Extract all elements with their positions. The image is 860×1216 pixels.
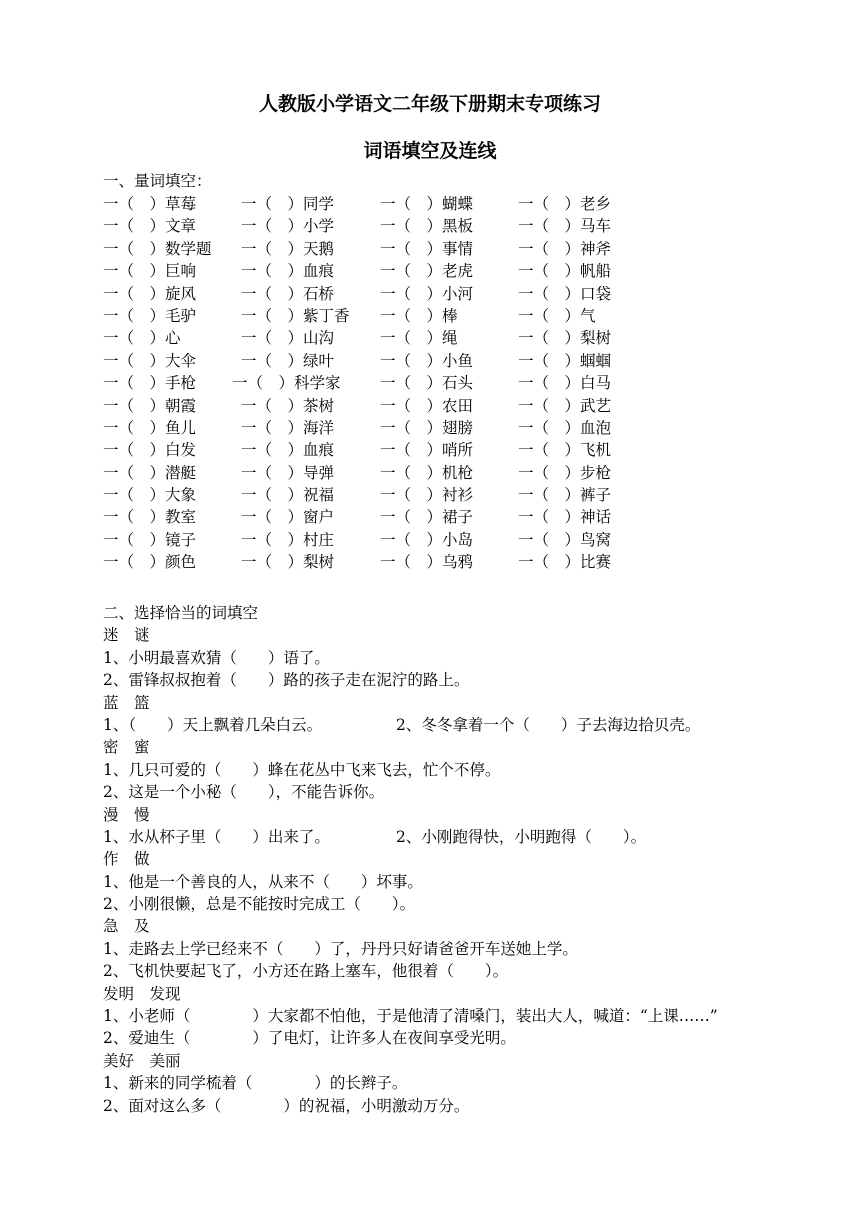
word-pair: 发明 发现 bbox=[103, 984, 181, 1003]
sentence-line bbox=[103, 714, 803, 736]
fill-blank-item: 一（ ）茶树 bbox=[241, 396, 335, 415]
word-pair: 迷 谜 bbox=[103, 626, 150, 645]
sentence: 2、雷锋叔叔抱着（ ）路的孩子走在泥泞的路上。 bbox=[103, 671, 470, 690]
section2 bbox=[103, 602, 803, 1117]
fill-blank-item: 一（ ）毛驴 bbox=[103, 306, 197, 325]
fill-blank-item: 一（ ）棒 bbox=[380, 306, 458, 325]
fill-blank-item: 一（ ）乌鸦 bbox=[380, 553, 474, 572]
fill-blank-item: 一（ ）白发 bbox=[103, 441, 197, 460]
word-pair: 美好 美丽 bbox=[103, 1051, 181, 1070]
fill-blank-item: 一（ ）比赛 bbox=[518, 553, 612, 572]
sentence: 2、小刚很懒，总是不能按时完成工（ ）。 bbox=[103, 895, 416, 914]
fill-blank-item: 一（ ）海洋 bbox=[241, 418, 335, 437]
sentence: 1、他是一个善良的人，从来不（ ）坏事。 bbox=[103, 872, 423, 891]
fill-blank-item: 一（ ）文章 bbox=[103, 217, 197, 236]
fill-blank-item: 一（ ）科学家 bbox=[232, 374, 341, 393]
sentence: 1、小明最喜欢猜（ ）语了。 bbox=[103, 648, 330, 667]
sentence-line bbox=[103, 1095, 803, 1117]
fill-blank-item: 一（ ）鸟窝 bbox=[518, 530, 612, 549]
fill-blank-item: 一（ ）血泡 bbox=[518, 418, 612, 437]
fill-blank-item: 一（ ）帆船 bbox=[518, 262, 612, 281]
word-pair: 急 及 bbox=[103, 917, 150, 936]
word-choice-groups bbox=[103, 624, 803, 1117]
word-pair: 蓝 篮 bbox=[103, 693, 150, 712]
fill-blank-item: 一（ ）紫丁香 bbox=[241, 306, 350, 325]
fill-blank-item: 一（ ）神斧 bbox=[518, 239, 612, 258]
word-pair: 漫 慢 bbox=[103, 805, 150, 824]
fill-blank-item: 一（ ）口袋 bbox=[518, 284, 612, 303]
fill-blank-item: 一（ ）巨响 bbox=[103, 262, 197, 281]
fill-blank-item: 一（ ）大伞 bbox=[103, 351, 197, 370]
fill-blank-item: 一（ ）心 bbox=[103, 329, 181, 348]
sentence: 2、这是一个小秘（ ），不能告诉你。 bbox=[103, 783, 385, 802]
page-subtitle: 词语填空及连线 bbox=[363, 140, 497, 162]
fill-blank-item: 一（ ）镜子 bbox=[103, 530, 197, 549]
fill-blank-item: 一（ ）鱼儿 bbox=[103, 418, 197, 437]
fill-blank-item: 一（ ）老乡 bbox=[518, 195, 612, 213]
fill-blank-item: 一（ ）裙子 bbox=[380, 508, 474, 527]
fill-blank-item: 一（ ）小鱼 bbox=[380, 351, 474, 370]
fill-blank-item: 一（ ）同学 bbox=[241, 195, 335, 213]
fill-blank-item: 一（ ）草莓 bbox=[103, 195, 197, 213]
word-pair: 密 蜜 bbox=[103, 738, 150, 757]
section2-heading: 二、选择恰当的词填空 bbox=[103, 604, 259, 622]
fill-blank-item: 一（ ）哨所 bbox=[380, 441, 474, 460]
sentence: 1、走路去上学已经来不（ ）了，丹丹只好请爸爸开车送她上学。 bbox=[103, 939, 578, 958]
fill-blank-item: 一（ ）气 bbox=[518, 306, 596, 325]
fill-blank-item: 一（ ）马车 bbox=[518, 217, 612, 236]
sentence: 2、飞机快要起飞了，小方还在路上塞车，他很着（ ）。 bbox=[103, 962, 509, 981]
fill-blank-item: 一（ ）步枪 bbox=[518, 463, 612, 482]
fill-blank-item: 一（ ）武艺 bbox=[518, 396, 612, 415]
fill-blank-item: 一（ ）翅膀 bbox=[380, 418, 474, 437]
sentence-line bbox=[103, 871, 803, 893]
fill-blank-item: 一（ ）石头 bbox=[380, 374, 474, 393]
sentence-line bbox=[103, 893, 803, 915]
fill-blank-item: 一（ ）大象 bbox=[103, 486, 197, 505]
fill-blank-item: 一（ ）蝴蝶 bbox=[380, 195, 474, 213]
fill-blank-item: 一（ ）祝福 bbox=[241, 486, 335, 505]
fill-blank-item: 一（ ）事情 bbox=[380, 239, 474, 258]
sentence-line bbox=[103, 1005, 803, 1027]
fill-blank-item: 一（ ）小学 bbox=[241, 217, 335, 236]
sentence: 1、几只可爱的（ ）蜂在花丛中飞来飞去，忙个不停。 bbox=[103, 760, 501, 779]
fill-blank-item: 一（ ）老虎 bbox=[380, 262, 474, 281]
fill-blank-item: 一（ ）飞机 bbox=[518, 441, 612, 460]
fill-blank-item: 一（ ）绿叶 bbox=[241, 351, 335, 370]
sentence-line bbox=[103, 960, 803, 982]
fill-blank-item: 一（ ）蝈蝈 bbox=[518, 351, 612, 370]
word-pair: 作 做 bbox=[103, 850, 150, 869]
fill-blank-item: 一（ ）衬衫 bbox=[380, 486, 474, 505]
fill-blank-item: 一（ ）黑板 bbox=[380, 217, 474, 236]
fill-blank-item: 一（ ）梨树 bbox=[518, 329, 612, 348]
sentence: 1、小老师（ ）大家都不怕他，于是他清了清嗓门，装出大人，喊道：“上课……” bbox=[103, 1007, 718, 1026]
fill-blank-item: 一（ ）小岛 bbox=[380, 530, 474, 549]
sentence-line bbox=[103, 938, 803, 960]
fill-blank-item: 一（ ）旋风 bbox=[103, 284, 197, 303]
sentence-line bbox=[103, 759, 803, 781]
sentence: 1、新来的同学梳着（ ）的长辫子。 bbox=[103, 1074, 408, 1093]
fill-blank-item: 一（ ）窗户 bbox=[241, 508, 335, 527]
fill-blank-item: 一（ ）数学题 bbox=[103, 239, 212, 258]
fill-blank-item: 一（ ）神话 bbox=[518, 508, 612, 527]
fill-blank-item: 一（ ）血痕 bbox=[241, 441, 335, 460]
fill-blank-item: 一（ ）血痕 bbox=[241, 262, 335, 281]
fill-blank-item: 一（ ）手枪 bbox=[103, 374, 197, 393]
fill-blank-item: 一（ ）颜色 bbox=[103, 553, 197, 572]
sentence-line bbox=[103, 781, 803, 803]
page-title: 人教版小学语文二年级下册期末专项练习 bbox=[258, 93, 601, 115]
sentence-line bbox=[103, 1027, 803, 1049]
sentence-line bbox=[103, 647, 803, 669]
sentence-line bbox=[103, 669, 803, 691]
sentence: 2、面对这么多（ ）的祝福，小明激动万分。 bbox=[103, 1096, 470, 1115]
fill-blank-item: 一（ ）天鹅 bbox=[241, 239, 335, 258]
sentence-line bbox=[103, 1072, 803, 1094]
sentence: 2、小刚跑得快，小明跑得（ ）。 bbox=[396, 827, 647, 846]
sentence-line bbox=[103, 826, 803, 848]
fill-blank-item: 一（ ）村庄 bbox=[241, 530, 335, 549]
sentence: 2、爱迪生（ ）了电灯，让许多人在夜间享受光明。 bbox=[103, 1029, 516, 1048]
fill-blank-item: 一（ ）小河 bbox=[380, 284, 474, 303]
fill-blank-item: 一（ ）农田 bbox=[380, 396, 474, 415]
fill-blank-item: 一（ ）导弹 bbox=[241, 463, 335, 482]
sentence: 1、水从杯子里（ ）出来了。 bbox=[103, 827, 330, 846]
fill-blank-item: 一（ ）裤子 bbox=[518, 486, 612, 505]
sentence: 2、冬冬拿着一个（ ）子去海边拾贝壳。 bbox=[396, 715, 701, 734]
fill-blank-item: 一（ ）教室 bbox=[103, 508, 197, 527]
fill-blank-item: 一（ ）梨树 bbox=[241, 553, 335, 572]
fill-blank-item: 一（ ）朝霞 bbox=[103, 396, 197, 415]
section1-heading: 一、量词填空： bbox=[103, 172, 212, 190]
sentence: 1、（ ）天上飘着几朵白云。 bbox=[103, 715, 323, 734]
fill-blank-item: 一（ ）山沟 bbox=[241, 329, 335, 348]
fill-blank-item: 一（ ）石桥 bbox=[241, 284, 335, 303]
fill-blank-item: 一（ ）机枪 bbox=[380, 463, 474, 482]
fill-blank-item: 一（ ）绳 bbox=[380, 329, 458, 348]
fill-blank-item: 一（ ）白马 bbox=[518, 374, 612, 393]
fill-blank-item: 一（ ）潜艇 bbox=[103, 463, 197, 482]
